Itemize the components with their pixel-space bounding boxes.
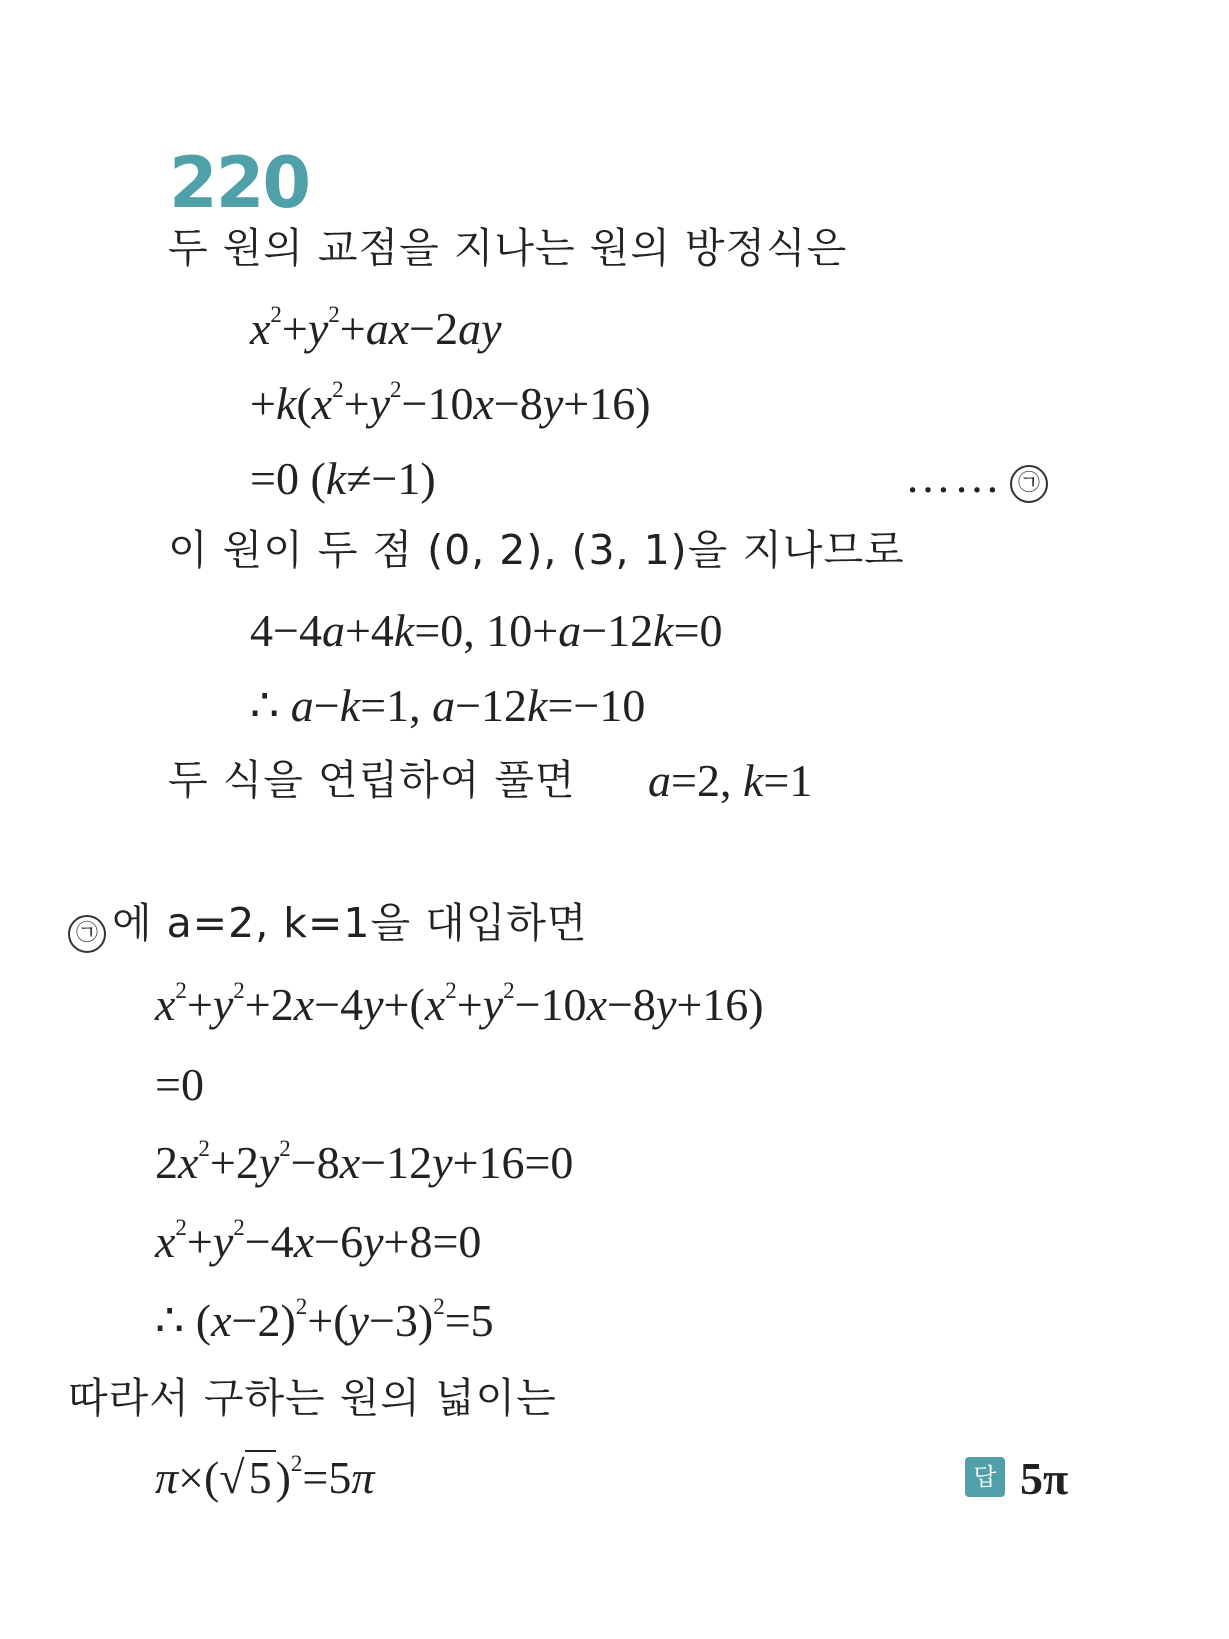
solution-values: a=2, k=1: [648, 755, 813, 806]
answer-label-badge: 답: [965, 1457, 1005, 1497]
marker-circle-1: [1010, 458, 1048, 503]
equation-dots: ……: [905, 451, 1003, 502]
intro-text: 두 원의 교점을 지나는 원의 방정식은: [168, 224, 848, 272]
giyeok-marker-icon: ㉠: [1010, 465, 1048, 503]
equation-line-1: $x^2+y^2+ax-2ay$: [250, 302, 502, 354]
answer-value: 5π: [1020, 1453, 1069, 1504]
equation-line-2: $+k(x^2+y^2-10x-8y+16)$: [250, 377, 651, 429]
marker-circle-2: [68, 908, 106, 953]
equation-line-4: 4−4a+4k=0, 10+a−12k=0: [250, 605, 723, 656]
equation-line-6: $x^2+y^2+2x-4y+(x^2+y^2-10x-8y+16)$: [155, 978, 764, 1030]
substitute-text: 에 a=2, k=1을 대입하면: [112, 899, 588, 947]
pass-text: 이 원이 두 점 (0, 2), (3, 1)을 지나므로: [168, 526, 905, 574]
conclusion-text: 따라서 구하는 원의 넓이는: [68, 1374, 557, 1422]
area-equation: $\pi\times(√5)^2=5\pi$: [155, 1451, 375, 1503]
equation-line-10: ∴ $(x-2)^2+(y-3)^2=5$: [155, 1294, 494, 1346]
equation-line-8: $2x^2+2y^2-8x-12y+16=0$: [155, 1136, 574, 1188]
giyeok-marker-icon: ㉠: [68, 915, 106, 953]
solve-text: 두 식을 연립하여 풀면: [168, 756, 576, 804]
equation-line-9: $x^2+y^2-4x-6y+8=0$: [155, 1215, 482, 1267]
problem-number: 220: [169, 142, 310, 224]
equation-line-5: ∴ a−k=1, a−12k=−10: [250, 680, 646, 731]
equation-line-7: =0: [155, 1059, 204, 1110]
equation-line-3: =0 (k≠−1): [250, 453, 436, 504]
